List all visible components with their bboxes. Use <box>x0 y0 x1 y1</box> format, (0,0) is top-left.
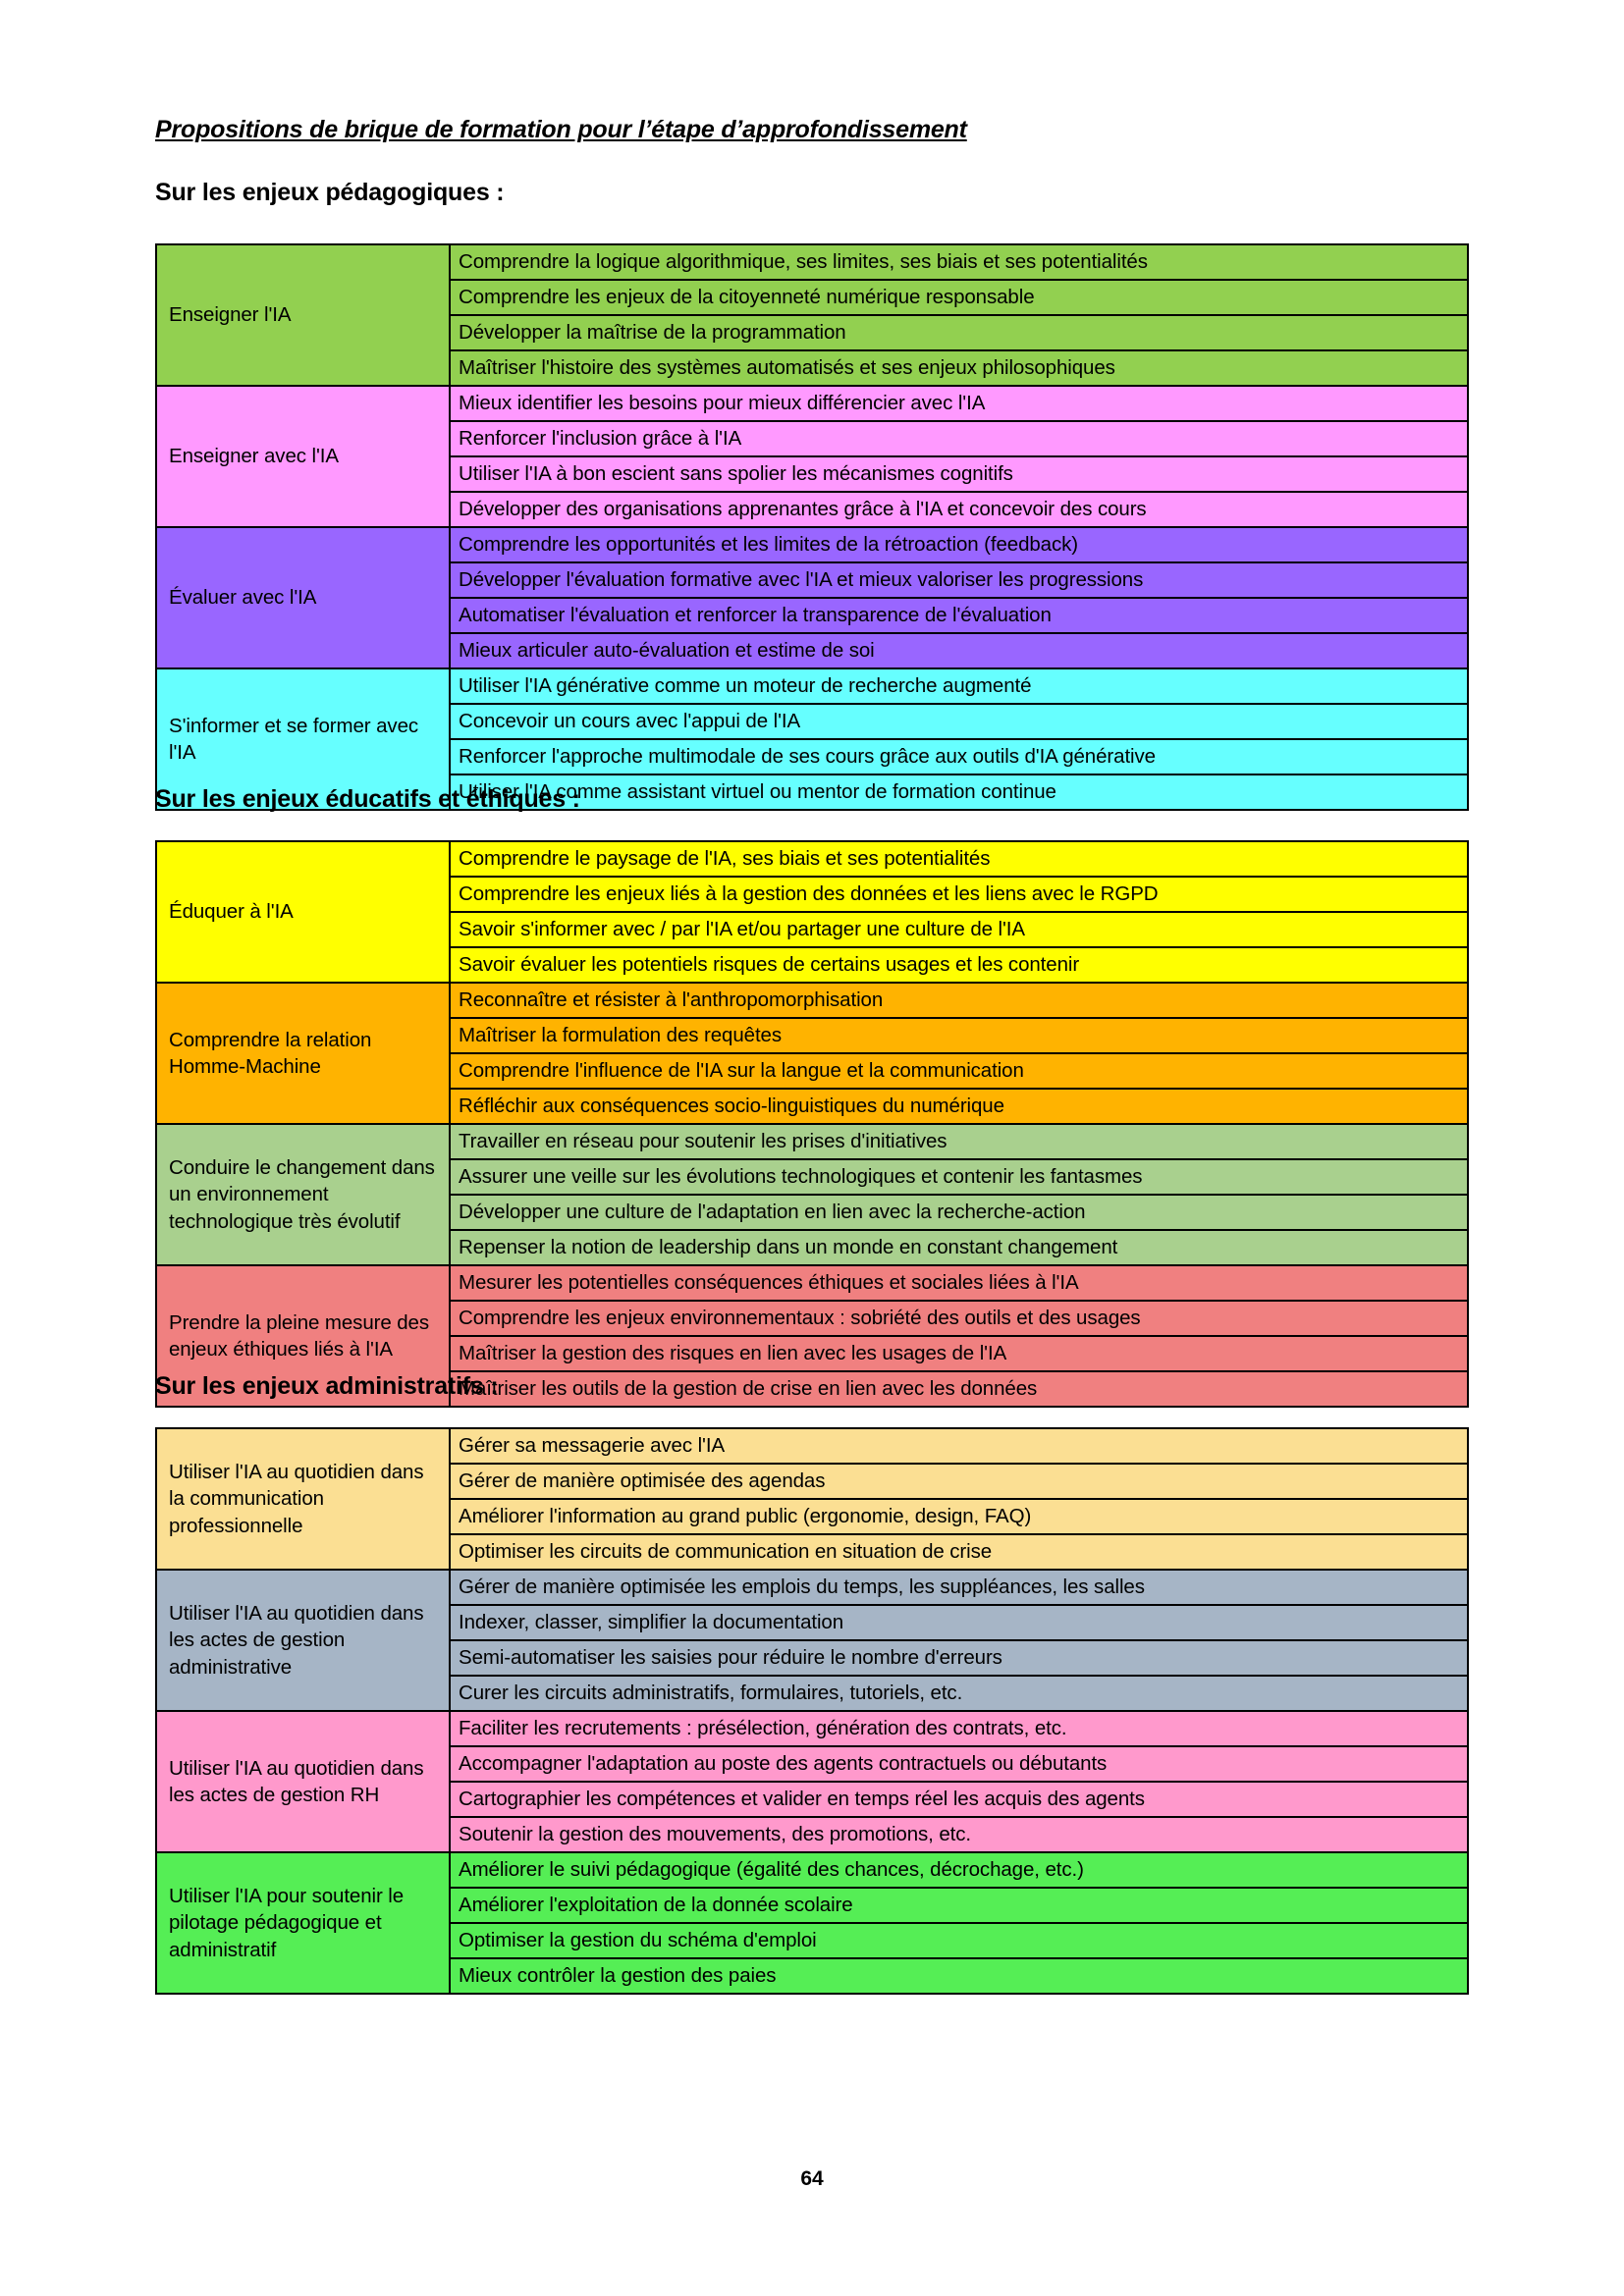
item-cell: Semi-automatiser les saisies pour réduire le nombre d'erreurs <box>450 1640 1468 1676</box>
category-cell: Prendre la pleine mesure des enjeux éthiques liés à l'IA <box>156 1265 450 1407</box>
category-cell: Comprendre la relation Homme-Machine <box>156 983 450 1124</box>
page-title: Propositions de brique de formation pour l’étape d’approfondissement <box>155 116 967 143</box>
item-cell: Réfléchir aux conséquences socio-linguistiques du numérique <box>450 1089 1468 1124</box>
page-number: 64 <box>800 2167 824 2190</box>
category-cell: Enseigner avec l'IA <box>156 386 450 527</box>
item-cell: Comprendre l'influence de l'IA sur la langue et la communication <box>450 1053 1468 1089</box>
item-cell: Gérer de manière optimisée les emplois du temps, les suppléances, les salles <box>450 1570 1468 1605</box>
item-cell: Comprendre les opportunités et les limites de la rétroaction (feedback) <box>450 527 1468 562</box>
category-cell: Utiliser l'IA au quotidien dans les actes de gestion administrative <box>156 1570 450 1711</box>
item-cell: Maîtriser les outils de la gestion de crise en lien avec les données <box>450 1371 1468 1407</box>
item-cell: Comprendre la logique algorithmique, ses limites, ses biais et ses potentialités <box>450 244 1468 280</box>
item-cell: Comprendre les enjeux liés à la gestion des données et les liens avec le RGPD <box>450 877 1468 912</box>
item-cell: Développer l'évaluation formative avec l'IA et mieux valoriser les progressions <box>450 562 1468 598</box>
table-row <box>156 527 1468 562</box>
table-row <box>156 1428 1468 1464</box>
item-cell: Automatiser l'évaluation et renforcer la transparence de l'évaluation <box>450 598 1468 633</box>
item-cell: Reconnaître et résister à l'anthropomorphisation <box>450 983 1468 1018</box>
table-body <box>156 244 1468 810</box>
category-cell: Enseigner l'IA <box>156 244 450 386</box>
item-cell: Utiliser l'IA à bon escient sans spolier les mécanismes cognitifs <box>450 456 1468 492</box>
item-cell: Mieux identifier les besoins pour mieux différencier avec l'IA <box>450 386 1468 421</box>
table-row <box>156 1570 1468 1605</box>
item-cell: Développer une culture de l'adaptation en lien avec la recherche-action <box>450 1195 1468 1230</box>
item-cell: Développer la maîtrise de la programmation <box>450 315 1468 350</box>
item-cell: Mieux contrôler la gestion des paies <box>450 1958 1468 1994</box>
item-cell: Utiliser l'IA comme assistant virtuel ou mentor de formation continue <box>450 774 1468 810</box>
category-cell: S'informer et se former avec l'IA <box>156 668 450 810</box>
table-row <box>156 983 1468 1018</box>
item-cell: Maîtriser l'histoire des systèmes automatisés et ses enjeux philosophiques <box>450 350 1468 386</box>
item-cell: Faciliter les recrutements : présélection, génération des contrats, etc. <box>450 1711 1468 1746</box>
item-cell: Gérer de manière optimisée des agendas <box>450 1464 1468 1499</box>
item-cell: Mieux articuler auto-évaluation et estime de soi <box>450 633 1468 668</box>
item-cell: Améliorer le suivi pédagogique (égalité des chances, décrochage, etc.) <box>450 1852 1468 1888</box>
category-cell: Utiliser l'IA au quotidien dans les actes de gestion RH <box>156 1711 450 1852</box>
item-cell: Optimiser les circuits de communication en situation de crise <box>450 1534 1468 1570</box>
table-row <box>156 1852 1468 1888</box>
item-cell: Développer des organisations apprenantes grâce à l'IA et concevoir des cours <box>450 492 1468 527</box>
table-row <box>156 244 1468 280</box>
category-cell: Utiliser l'IA au quotidien dans la communication professionnelle <box>156 1428 450 1570</box>
item-cell: Gérer sa messagerie avec l'IA <box>450 1428 1468 1464</box>
item-cell: Indexer, classer, simplifier la documentation <box>450 1605 1468 1640</box>
table-row <box>156 1265 1468 1301</box>
item-cell: Comprendre les enjeux de la citoyenneté numérique responsable <box>450 280 1468 315</box>
item-cell: Améliorer l'information au grand public (ergonomie, design, FAQ) <box>450 1499 1468 1534</box>
table-body <box>156 841 1468 1407</box>
table-enjeux-administratifs <box>155 1427 1469 1995</box>
item-cell: Repenser la notion de leadership dans un monde en constant changement <box>450 1230 1468 1265</box>
item-cell: Concevoir un cours avec l'appui de l'IA <box>450 704 1468 739</box>
item-cell: Savoir évaluer les potentiels risques de certains usages et les contenir <box>450 947 1468 983</box>
table-row <box>156 386 1468 421</box>
table-row <box>156 1711 1468 1746</box>
item-cell: Comprendre les enjeux environnementaux : sobriété des outils et des usages <box>450 1301 1468 1336</box>
section-heading-administratifs: Sur les enjeux administratifs : <box>155 1372 499 1400</box>
item-cell: Maîtriser la formulation des requêtes <box>450 1018 1468 1053</box>
item-cell: Comprendre le paysage de l'IA, ses biais et ses potentialités <box>450 841 1468 877</box>
table-row <box>156 1124 1468 1159</box>
item-cell: Soutenir la gestion des mouvements, des promotions, etc. <box>450 1817 1468 1852</box>
category-cell: Éduquer à l'IA <box>156 841 450 983</box>
section-heading-educatifs-ethiques: Sur les enjeux éducatifs et éthiques : <box>155 785 580 813</box>
item-cell: Assurer une veille sur les évolutions technologiques et contenir les fantasmes <box>450 1159 1468 1195</box>
item-cell: Renforcer l'inclusion grâce à l'IA <box>450 421 1468 456</box>
item-cell: Cartographier les compétences et valider en temps réel les acquis des agents <box>450 1782 1468 1817</box>
item-cell: Utiliser l'IA générative comme un moteur de recherche augmenté <box>450 668 1468 704</box>
item-cell: Maîtriser la gestion des risques en lien avec les usages de l'IA <box>450 1336 1468 1371</box>
item-cell: Mesurer les potentielles conséquences éthiques et sociales liées à l'IA <box>450 1265 1468 1301</box>
section-heading-pedagogiques: Sur les enjeux pédagogiques : <box>155 179 505 206</box>
item-cell: Renforcer l'approche multimodale de ses cours grâce aux outils d'IA générative <box>450 739 1468 774</box>
item-cell: Accompagner l'adaptation au poste des agents contractuels ou débutants <box>450 1746 1468 1782</box>
table-enjeux-educatifs-ethiques <box>155 840 1469 1408</box>
table-body <box>156 1428 1468 1994</box>
table-row <box>156 668 1468 704</box>
table-enjeux-pedagogiques <box>155 243 1469 811</box>
item-cell: Travailler en réseau pour soutenir les prises d'initiatives <box>450 1124 1468 1159</box>
category-cell: Utiliser l'IA pour soutenir le pilotage pédagogique et administratif <box>156 1852 450 1994</box>
table-row <box>156 841 1468 877</box>
category-cell: Évaluer avec l'IA <box>156 527 450 668</box>
item-cell: Optimiser la gestion du schéma d'emploi <box>450 1923 1468 1958</box>
item-cell: Savoir s'informer avec / par l'IA et/ou partager une culture de l'IA <box>450 912 1468 947</box>
item-cell: Curer les circuits administratifs, formulaires, tutoriels, etc. <box>450 1676 1468 1711</box>
category-cell: Conduire le changement dans un environnement technologique très évolutif <box>156 1124 450 1265</box>
item-cell: Améliorer l'exploitation de la donnée scolaire <box>450 1888 1468 1923</box>
